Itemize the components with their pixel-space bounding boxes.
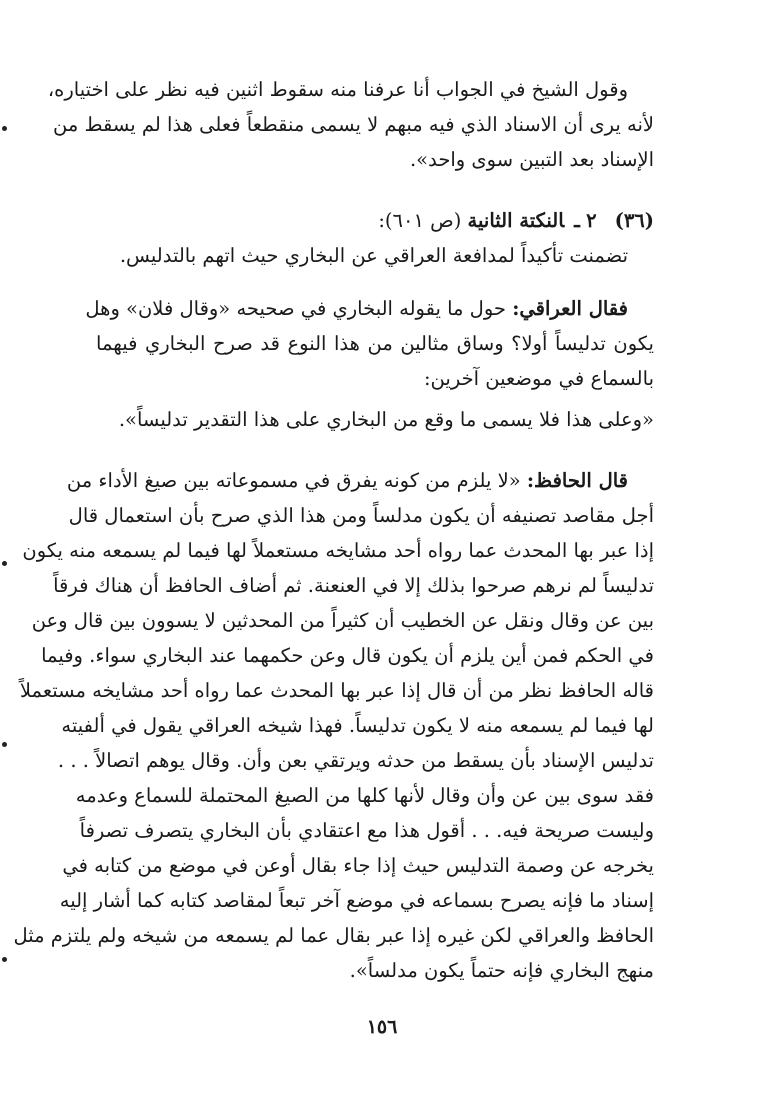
text-line: تدليس الإسناد بأن يسقط من حدثه ويرتقي بعن وأن. وقال يوهم اتصالاً . . . (57, 749, 654, 772)
text-line: يخرجه عن وصمة التدليس حيث إذا جاء بقال أوعن في موضع من كتابه في (62, 854, 654, 877)
paragraph-4 (96, 402, 654, 437)
text-line: لها فيما لم يسمعه منه لا يكون تدليساً. فهذا شيخه العراقي يقول في ألفيته (61, 714, 654, 737)
text-line: الإسناد بعد التبين سوى واحد». (409, 148, 654, 171)
text-line: في الحكم فمن أين يلزم أن يكون قال وعن حكمهما عند البخاري سواء. وفيما (41, 644, 654, 667)
page-number: ١٥٦ (366, 1016, 398, 1038)
text-line: «وعلى هذا فلا يسمى ما وقع من البخاري على هذا التقدير تدليساً». (118, 408, 654, 431)
text-line: تدليساً لم نرهم صرحوا بذلك إلا في العنعنة. ثم أضاف الحافظ أن هناك فرقاً (53, 574, 654, 597)
text-line (66, 463, 654, 498)
section-heading (96, 203, 654, 238)
text-line: تضمنت تأكيداً لمدافعة العراقي عن البخاري حيث اتهم بالتدليس. (119, 244, 628, 267)
page-body (13, 72, 654, 988)
speaker-label: فقال العراقي: (512, 297, 628, 320)
text-line: وليست صريحة فيه. . . أقول هذا مع اعتقادي بأن البخاري يتصرف تصرفاً (79, 819, 654, 842)
text-line (85, 291, 654, 326)
text-line: الحافظ والعراقي لكن غيره إذا عبر بقال عما لم يسمعه من شيخه ولم يلتزم مثل (13, 924, 654, 947)
heading-num: ٢ (586, 209, 597, 232)
margin-mark (2, 126, 7, 131)
heading-ref: (٣٦) (614, 209, 654, 232)
text-line: وقول الشيخ في الجواب أنا عرفنا منه سقوط اثنين فيه نظر على اختياره، (47, 78, 628, 101)
text-line: بالسماع في موضعين آخرين: (423, 367, 654, 390)
margin-mark (2, 561, 7, 566)
text-line: يكون تدليساً أولا؟ وساق مثالين من هذا النوع قد صرح البخاري فيهما (96, 332, 654, 355)
text-line: لأنه يرى أن الاسناد الذي فيه مبهم لا يسمى منقطعاً فعلى هذا لم يسقط من (53, 113, 654, 136)
line-rest: حول ما يقوله البخاري في صحيحه «وقال فلان» وهل (85, 297, 506, 320)
paragraph-5 (13, 463, 654, 988)
line-rest: «لا يلزم من كونه يفرق في مسموعاته بين صيغ الأداء من (66, 469, 521, 492)
paragraph-3 (85, 291, 654, 396)
text-line: أجل مقاصد تصنيفه أن يكون مدلساً ومن هذا الذي صرح بأن استعمال قال (68, 504, 654, 527)
heading-page-ref: (ص ٦٠١): (378, 209, 462, 232)
text-line: فقد سوى بين عن وأن وقال لأنها كلها من الصيغ المحتملة للسماع وعدمه (75, 784, 654, 807)
paragraph-1 (47, 72, 654, 177)
text-line: بين عن وقال ونقل عن الخطيب أن كثيراً من المحدثين لا يسوون بين قال وعن (31, 609, 654, 632)
margin-mark (2, 742, 7, 747)
margin-mark (2, 957, 7, 962)
heading-dash: ـ (574, 209, 580, 232)
text-line: منهج البخاري فإنه حتماً يكون مدلساً». (349, 959, 654, 982)
text-line: قاله الحافظ نظر من أن قال إذا عبر بها المحدث عما رواه أحد مشايخه مستعملاً (19, 679, 654, 702)
text-line: إذا عبر بها المحدث عما رواه أحد مشايخه مستعملاً لها فيما لم يسمعه منه يكون (22, 539, 654, 562)
text-line: إسناد ما فإنه يصرح بسماعه في موضع آخر تبعاً لمقاصد كتابه كما أشار إليه (59, 889, 654, 912)
speaker-label: قال الحافظ: (526, 469, 628, 492)
heading-title: النكتة الثانية (467, 209, 565, 232)
paragraph-2 (96, 238, 654, 273)
